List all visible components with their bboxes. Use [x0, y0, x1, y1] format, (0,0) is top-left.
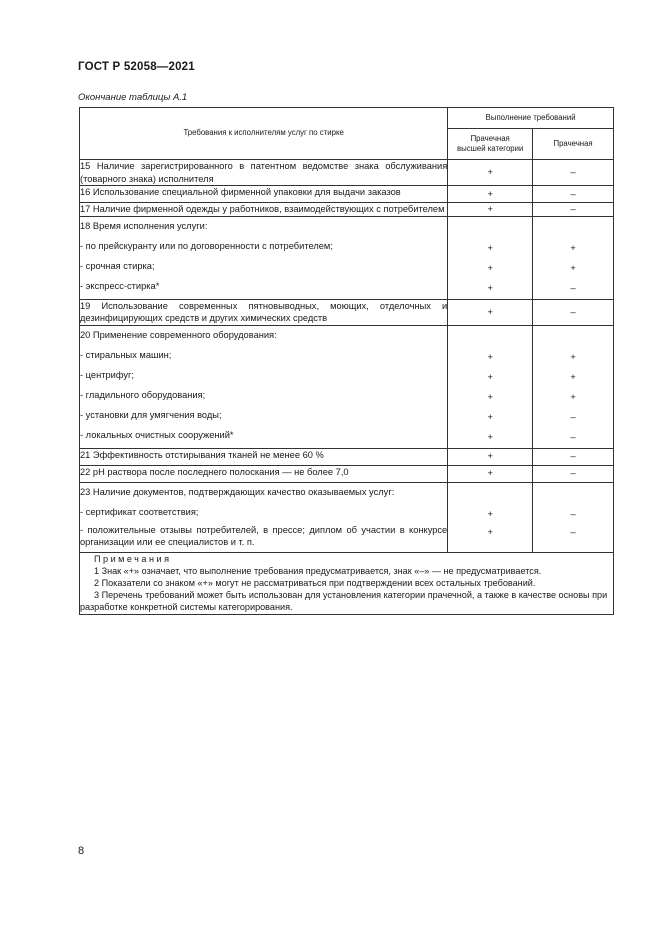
mark-higher: + — [487, 263, 493, 274]
group-item: - установки для умягчения воды; — [80, 410, 222, 421]
mark-regular: – — [533, 465, 614, 482]
mark-higher: + — [487, 372, 493, 383]
group-item: - экспресс-стирка* — [80, 281, 160, 292]
table-caption: Окончание таблицы А.1 — [78, 92, 188, 103]
group-item: - центрифуг; — [80, 370, 134, 381]
group-item: - срочная стирка; — [80, 261, 155, 272]
marks-higher — [448, 482, 533, 552]
mark-higher: + — [487, 283, 493, 294]
requirement-text: 22 pH раствора после последнего полоскания — не более 7,0 — [80, 465, 448, 482]
mark-higher: + — [487, 352, 493, 363]
mark-regular: + — [570, 372, 576, 383]
mark-regular: – — [533, 160, 614, 186]
marks-regular — [533, 216, 614, 299]
requirement-group-time — [80, 216, 448, 299]
marks-higher — [448, 325, 533, 448]
mark-higher: + — [448, 448, 533, 465]
column-header-higher-line1: Прачечная — [470, 133, 510, 143]
column-header-requirements: Требования к исполнителям услуг по стирке — [80, 108, 448, 160]
table-row-group — [80, 325, 614, 448]
group-title: 23 Наличие документов, подтверждающих качество оказываемых услуг: — [80, 487, 395, 498]
mark-regular: + — [570, 392, 576, 403]
notes-row — [80, 552, 614, 614]
note-2: 2 Показатели со знаком «+» могут не рассматриваться при подтверждении всех остальных требований. — [94, 577, 536, 588]
group-item: - по прейскуранту или по договоренности с потребителем; — [80, 241, 333, 252]
group-item: - сертификат соответствия; — [80, 507, 199, 518]
table-row — [80, 160, 614, 186]
group-item: - стиральных машин; — [80, 350, 172, 361]
requirements-table — [79, 107, 614, 615]
requirement-text: 19 Использование современных пятновыводных, моющих, отделочных и дезинфицирующих средств и других химических средств — [80, 300, 448, 323]
table-row — [80, 186, 614, 203]
column-header-fulfillment: Выполнение требований — [448, 108, 614, 129]
group-title: 20 Применение современного оборудования: — [80, 330, 277, 341]
column-header-higher-line2: высшей категории — [456, 144, 524, 153]
table-row — [80, 465, 614, 482]
mark-higher: + — [448, 465, 533, 482]
mark-regular: + — [570, 352, 576, 363]
mark-regular: – — [570, 509, 576, 520]
requirement-text: 21 Эффективность отстирывания тканей не менее 60 % — [80, 448, 448, 465]
mark-higher: + — [448, 299, 533, 325]
mark-regular: – — [533, 203, 614, 217]
mark-higher: + — [487, 432, 493, 443]
marks-higher — [448, 216, 533, 299]
marks-regular — [533, 325, 614, 448]
mark-regular: – — [533, 299, 614, 325]
mark-higher: + — [487, 526, 493, 537]
mark-regular: – — [533, 448, 614, 465]
mark-regular: – — [570, 412, 576, 423]
requirement-text: 15 Наличие зарегистрированного в патентном ведомстве знака обслуживания (товарного знака) исполнителя — [80, 161, 448, 184]
note-3: 3 Перечень требований может быть использован для установления категории прачечной, а также в качестве основы при разработке конкретной системы категорирования. — [80, 590, 608, 613]
notes-cell — [80, 552, 614, 614]
mark-regular: – — [533, 186, 614, 203]
mark-regular: + — [570, 263, 576, 274]
table-row-group — [80, 216, 614, 299]
mark-higher: + — [448, 203, 533, 217]
group-item: - гладильного оборудования; — [80, 390, 206, 401]
column-header-higher-category — [448, 129, 533, 160]
table-row-group — [80, 482, 614, 552]
mark-higher: + — [487, 412, 493, 423]
group-title: 18 Время исполнения услуги: — [80, 221, 208, 232]
table-row — [80, 448, 614, 465]
page-number: 8 — [78, 845, 85, 857]
group-item: - положительные отзывы потребителей, в прессе; диплом об участии в конкурсе организации или ее специалистов и т. п. — [80, 524, 448, 547]
mark-regular: + — [570, 243, 576, 254]
mark-higher: + — [448, 160, 533, 186]
table-row — [80, 299, 614, 325]
notes-title: Примечания — [94, 553, 172, 564]
mark-higher: + — [487, 392, 493, 403]
requirement-group-equipment — [80, 325, 448, 448]
mark-higher: + — [487, 509, 493, 520]
requirement-text: 16 Использование специальной фирменной упаковки для выдачи заказов — [80, 186, 448, 203]
requirement-group-documents — [80, 482, 448, 552]
document-header: ГОСТ Р 52058—2021 — [78, 61, 195, 73]
marks-regular — [533, 482, 614, 552]
requirement-text: 17 Наличие фирменной одежды у работников, взаимодействующих с потребителем — [80, 203, 448, 217]
column-header-regular: Прачечная — [533, 129, 614, 160]
mark-regular: – — [570, 526, 576, 537]
table-row — [80, 203, 614, 217]
mark-higher: + — [487, 243, 493, 254]
mark-regular: – — [570, 283, 576, 294]
mark-higher: + — [448, 186, 533, 203]
group-item: - локальных очистных сооружений* — [80, 430, 234, 441]
mark-regular: – — [570, 432, 576, 443]
note-1: 1 Знак «+» означает, что выполнение требования предусматривается, знак «–» — не предусматривается. — [94, 565, 542, 576]
